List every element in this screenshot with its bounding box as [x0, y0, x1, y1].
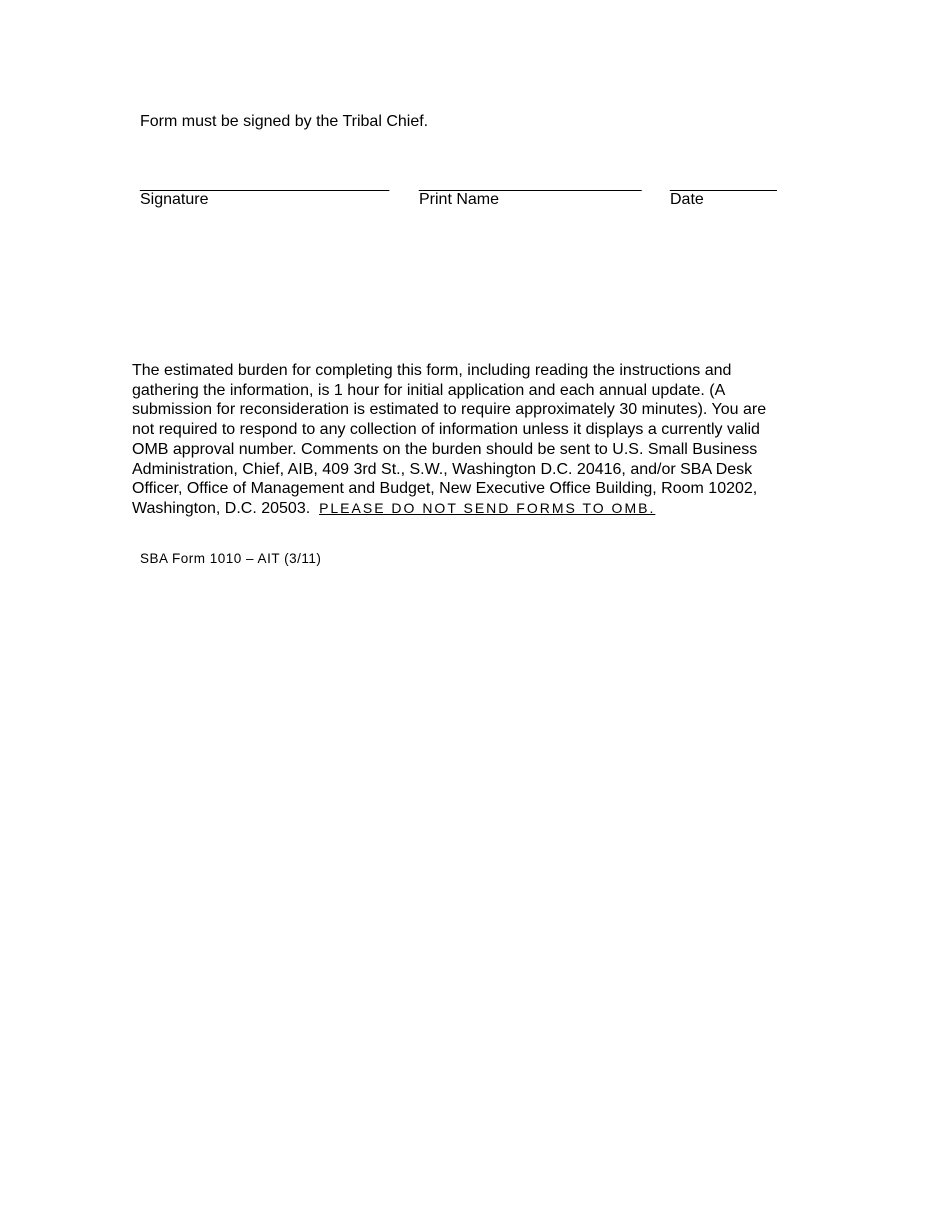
omb-notice: PLEASE DO NOT SEND FORMS TO OMB. [319, 499, 656, 516]
date-line: ____________ [670, 175, 777, 192]
burden-statement [132, 361, 766, 519]
print-name-label: Print Name [419, 191, 500, 208]
print-name-line: _________________________ [419, 175, 642, 192]
burden-line: Washington, D.C. 20503. [132, 499, 320, 517]
burden-line: not required to respond to any collection of information unless it displays a currently valid [132, 421, 760, 439]
signature-line: ____________________________ [140, 175, 390, 192]
burden-line: The estimated burden for completing this form, including reading the instructions and [132, 362, 732, 379]
burden-line: OMB approval number. Comments on the burden should be sent to U.S. Small Business [132, 440, 758, 458]
signature-label: Signature [140, 191, 209, 208]
signing-instruction: Form must be signed by the Tribal Chief. [140, 113, 429, 130]
form-number: SBA Form 1010 – AIT (3/11) [140, 551, 322, 566]
burden-last-line [132, 499, 766, 519]
burden-line: gathering the information, is 1 hour for initial application and each annual update. (A [132, 381, 726, 399]
burden-line: Administration, Chief, AIB, 409 3rd St., S.W., Washington D.C. 20416, and/or SBA Desk [132, 460, 753, 478]
date-label: Date [670, 191, 704, 208]
burden-line: Officer, Office of Management and Budget, New Executive Office Building, Room 10202, [132, 480, 758, 498]
burden-line: submission for reconsideration is estimated to require approximately 30 minutes). You are [132, 401, 767, 419]
